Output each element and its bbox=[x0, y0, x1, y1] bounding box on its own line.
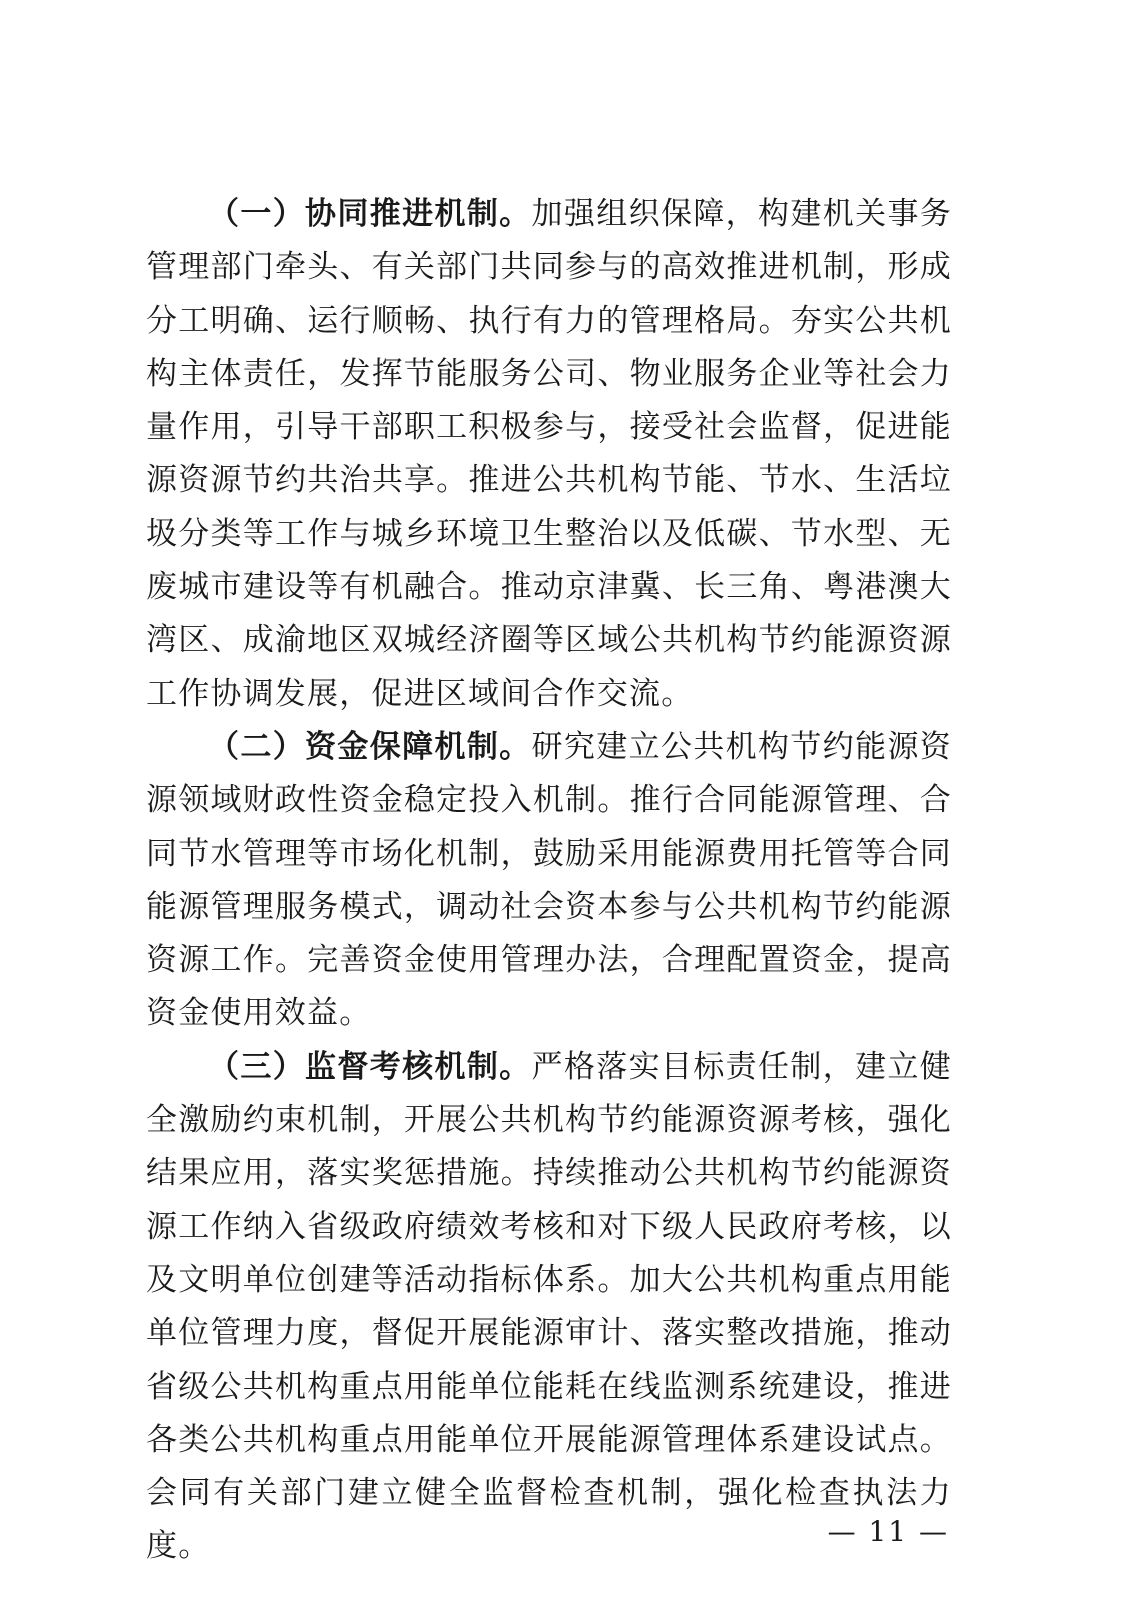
paragraph-funding-mechanism bbox=[146, 721, 952, 1041]
section-heading-funding: （二）资金保障机制。 bbox=[208, 728, 532, 765]
page-number: — 11 — bbox=[827, 1515, 949, 1548]
paragraph-supervision-mechanism bbox=[146, 1041, 952, 1574]
section-heading-supervision: （三）监督考核机制。 bbox=[208, 1048, 532, 1085]
paragraph-text-coordination: 加强组织保障，构建机关事务管理部门牵头、有关部门共同参与的高效推进机制，形成分工明确、运行顺畅、执行有力的管理格局。夯实公共机构主体责任，发挥节能服务公司、物业服务企业等社会力量作用，引导干部职工积极参与，接受社会监督，促进能源资源节约共治共享。推进公共机构节能、节水、生活垃圾分类等工作与城乡环境卫生整治以及低碳、节水型、无废城市建设等有机融合。推动京津冀、长三角、粤港澳大湾区、成渝地区双城经济圈等区域公共机构节约能源资源工作协调发展，促进区域间合作交流。 bbox=[146, 196, 952, 712]
paragraph-text-funding: 研究建立公共机构节约能源资源领域财政性资金稳定投入机制。推行合同能源管理、合同节水管理等市场化机制，鼓励采用能源费用托管等合同能源管理服务模式，调动社会资本参与公共机构节约能源资源工作。完善资金使用管理办法，合理配置资金，提高资金使用效益。 bbox=[146, 728, 952, 1032]
paragraph-text-supervision: 严格落实目标责任制，建立健全激励约束机制，开展公共机构节约能源资源考核，强化结果应用，落实奖惩措施。持续推动公共机构节约能源资源工作纳入省级政府绩效考核和对下级人民政府考核，以及文明单位创建等活动指标体系。加大公共机构重点用能单位管理力度，督促开展能源审计、落实整改措施，推动省级公共机构重点用能单位能耗在线监测系统建设，推进各类公共机构重点用能单位开展能源管理体系建设试点。会同有关部门建立健全监督检查机制，强化检查执法力度。 bbox=[146, 1048, 952, 1565]
document-body bbox=[146, 188, 952, 1574]
section-heading-coordination: （一）协同推进机制。 bbox=[208, 196, 532, 232]
paragraph-coordination-mechanism bbox=[146, 188, 952, 721]
